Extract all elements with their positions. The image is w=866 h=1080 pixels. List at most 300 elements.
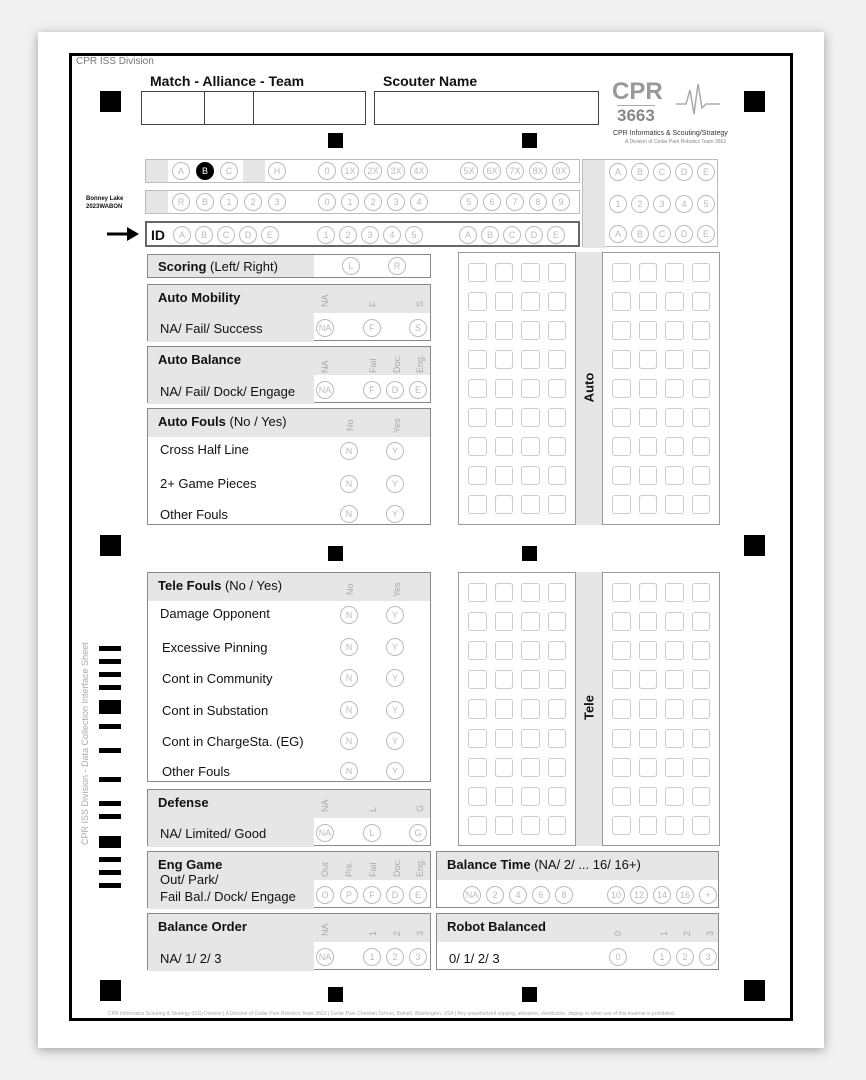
grid-cell[interactable] [612, 641, 631, 660]
bubble-mult[interactable]: 4X [410, 162, 428, 180]
col-label: NA [320, 799, 330, 812]
bubble-option[interactable]: 6 [532, 886, 550, 904]
bubble-rb[interactable]: 2 [244, 193, 262, 211]
bubble-option[interactable]: 0 [609, 948, 627, 966]
grid-cell[interactable] [665, 816, 684, 835]
grid-cell[interactable] [665, 758, 684, 777]
bubble-option[interactable]: NA [316, 381, 334, 399]
grid-cell[interactable] [639, 729, 658, 748]
grid-cell[interactable] [665, 321, 684, 340]
bubble-right[interactable]: E [697, 163, 715, 181]
bubble-right[interactable]: 5 [697, 195, 715, 213]
grid-cell[interactable] [665, 495, 684, 514]
grid-cell[interactable] [612, 758, 631, 777]
grid-cell[interactable] [692, 379, 711, 398]
grid-cell[interactable] [521, 787, 540, 806]
grid-cell[interactable] [665, 787, 684, 806]
grid-cell[interactable] [692, 466, 711, 485]
match-alliance-team-field[interactable] [141, 91, 366, 125]
grid-cell[interactable] [612, 321, 631, 340]
bubble-option[interactable]: G [409, 824, 427, 842]
grid-cell[interactable] [521, 321, 540, 340]
bubble-rb[interactable]: 3 [268, 193, 286, 211]
alignment-marker [100, 980, 121, 1001]
bubble-no[interactable]: N [340, 442, 358, 460]
foul-row-label: Other Fouls [160, 507, 228, 522]
bubble-right[interactable]: 1 [609, 195, 627, 213]
bubble-id[interactable]: E [547, 226, 565, 244]
bubble-id[interactable]: 5 [405, 226, 423, 244]
bubble-option[interactable]: NA [316, 319, 334, 337]
grid-cell[interactable] [548, 612, 567, 631]
auto-balance-row: NA/ Fail/ Dock/ Engage [160, 384, 296, 399]
grid-cell[interactable] [521, 350, 540, 369]
grid-cell[interactable] [495, 379, 514, 398]
grid-cell[interactable] [692, 263, 711, 282]
bubble-yes[interactable]: Y [386, 442, 404, 460]
grid-cell[interactable] [521, 816, 540, 835]
grid-cell[interactable] [521, 612, 540, 631]
bubble-no[interactable]: N [340, 638, 358, 656]
grid-cell[interactable] [495, 729, 514, 748]
bubble-mult[interactable]: 3X [387, 162, 405, 180]
grid-cell[interactable] [548, 699, 567, 718]
bubble-right[interactable]: B [631, 163, 649, 181]
bubble-id[interactable]: A [173, 226, 191, 244]
auto-mobility-title: Auto Mobility [158, 290, 241, 305]
grid-cell[interactable] [692, 787, 711, 806]
grid-cell[interactable] [521, 758, 540, 777]
bubble-id[interactable]: C [653, 225, 671, 243]
bubble-option[interactable]: NA [316, 824, 334, 842]
grid-cell[interactable] [639, 495, 658, 514]
bubble-alliance[interactable]: C [220, 162, 238, 180]
col-label: NA [320, 923, 330, 936]
grid-cell[interactable] [548, 758, 567, 777]
bubble-option[interactable]: 1 [653, 948, 671, 966]
bubble-option[interactable]: NA [463, 886, 481, 904]
grid-cell[interactable] [692, 612, 711, 631]
col-label: NA [320, 360, 330, 373]
grid-cell[interactable] [692, 729, 711, 748]
bubble-right[interactable]: 4 [675, 195, 693, 213]
grid-cell[interactable] [665, 729, 684, 748]
bubble-rb[interactable]: B [196, 193, 214, 211]
bubble-right[interactable]: 2 [631, 195, 649, 213]
grid-cell[interactable] [548, 670, 567, 689]
bubble-yes[interactable]: Y [386, 606, 404, 624]
grid-cell[interactable] [692, 758, 711, 777]
grid-cell[interactable] [692, 670, 711, 689]
grid-cell[interactable] [612, 699, 631, 718]
bubble-option[interactable]: 2 [676, 948, 694, 966]
bubble-option[interactable]: 2 [386, 948, 404, 966]
grid-cell[interactable] [468, 350, 487, 369]
col-label: No [345, 419, 355, 431]
alignment-marker [744, 535, 765, 556]
grid-cell[interactable] [665, 466, 684, 485]
grid-cell[interactable] [612, 437, 631, 456]
bubble-right[interactable]: D [675, 163, 693, 181]
bubble-mult[interactable]: 6X [483, 162, 501, 180]
bubble-option[interactable]: P [340, 886, 358, 904]
grid-cell[interactable] [521, 466, 540, 485]
grid-cell[interactable] [468, 816, 487, 835]
grid-cell[interactable] [692, 699, 711, 718]
bubble-yes[interactable]: Y [386, 475, 404, 493]
grid-cell[interactable] [495, 495, 514, 514]
grid-cell[interactable] [468, 466, 487, 485]
bubble-mult[interactable]: 1X [341, 162, 359, 180]
grid-cell[interactable] [612, 495, 631, 514]
bubble-no[interactable]: N [340, 475, 358, 493]
bubble-yes[interactable]: Y [386, 701, 404, 719]
bubble-id[interactable]: C [503, 226, 521, 244]
grid-cell[interactable] [639, 379, 658, 398]
grid-cell[interactable] [665, 612, 684, 631]
col-label: 1 [659, 930, 669, 936]
bubble-option[interactable]: F [363, 381, 381, 399]
grid-cell[interactable] [495, 758, 514, 777]
foul-row-label: Other Fouls [162, 764, 230, 779]
grid-cell[interactable] [639, 816, 658, 835]
bubble-num[interactable]: 5 [460, 193, 478, 211]
bubble-option[interactable]: E [409, 886, 427, 904]
bubble-num[interactable]: 7 [506, 193, 524, 211]
bubble-option[interactable]: 3 [409, 948, 427, 966]
grid-cell[interactable] [521, 583, 540, 602]
bubble-yes[interactable]: Y [386, 505, 404, 523]
bubble-option[interactable]: E [409, 381, 427, 399]
grid-cell[interactable] [468, 583, 487, 602]
grid-cell[interactable] [468, 495, 487, 514]
grid-cell[interactable] [521, 729, 540, 748]
grid-cell[interactable] [468, 437, 487, 456]
bubble-num[interactable]: 8 [529, 193, 547, 211]
grid-cell[interactable] [521, 292, 540, 311]
alignment-marker [522, 987, 537, 1002]
grid-cell[interactable] [665, 379, 684, 398]
foul-row-label: Cont in Community [162, 671, 273, 686]
grid-cell[interactable] [639, 263, 658, 282]
bubble-id[interactable]: D [675, 225, 693, 243]
grid-cell[interactable] [495, 699, 514, 718]
tele-grid-right[interactable] [602, 572, 720, 846]
grid-cell[interactable] [639, 408, 658, 427]
bubble-id[interactable]: D [525, 226, 543, 244]
grid-cell[interactable] [692, 495, 711, 514]
bubble-no[interactable]: N [340, 762, 358, 780]
grid-cell[interactable] [612, 670, 631, 689]
grid-cell[interactable] [665, 437, 684, 456]
grid-cell[interactable] [548, 787, 567, 806]
col-label: Out [320, 862, 330, 877]
bubble-option[interactable]: S [409, 319, 427, 337]
timing-mark [99, 870, 121, 875]
grid-cell[interactable] [639, 758, 658, 777]
bubble-num[interactable]: 2 [364, 193, 382, 211]
bubble-option[interactable]: 10 [607, 886, 625, 904]
tele-grid-left[interactable] [458, 572, 576, 846]
grid-cell[interactable] [521, 495, 540, 514]
bubble-option[interactable]: F [363, 886, 381, 904]
grid-cell[interactable] [521, 437, 540, 456]
grid-cell[interactable] [468, 321, 487, 340]
auto-fouls-section [147, 408, 431, 525]
grid-cell[interactable] [495, 466, 514, 485]
timing-mark [99, 685, 121, 690]
grid-cell[interactable] [468, 787, 487, 806]
grid-cell[interactable] [548, 350, 567, 369]
side-text: CPR ISS Division - Data Collection Interface Sheet [80, 642, 90, 845]
auto-grid-right[interactable] [602, 252, 720, 525]
bubble-mult[interactable]: 8X [529, 162, 547, 180]
bubble-mult[interactable]: 9X [552, 162, 570, 180]
grid-cell[interactable] [639, 321, 658, 340]
bubble-no[interactable]: N [340, 669, 358, 687]
grid-cell[interactable] [639, 350, 658, 369]
alignment-marker [100, 91, 121, 112]
bubble-yes[interactable]: Y [386, 732, 404, 750]
grid-cell[interactable] [665, 263, 684, 282]
bubble-scoring[interactable]: L [342, 257, 360, 275]
timing-mark [99, 748, 121, 753]
grid-cell[interactable] [468, 758, 487, 777]
grid-cell[interactable] [521, 670, 540, 689]
bubble-id[interactable]: E [261, 226, 279, 244]
grid-cell[interactable] [495, 641, 514, 660]
grid-cell[interactable] [548, 816, 567, 835]
grid-cell[interactable] [612, 408, 631, 427]
grid-cell[interactable] [639, 641, 658, 660]
grid-cell[interactable] [612, 466, 631, 485]
grid-cell[interactable] [495, 350, 514, 369]
col-label: Eng. [415, 354, 425, 373]
grid-cell[interactable] [665, 408, 684, 427]
grid-cell[interactable] [468, 641, 487, 660]
bubble-option[interactable]: 3 [699, 948, 717, 966]
grid-cell[interactable] [495, 787, 514, 806]
grid-cell[interactable] [548, 292, 567, 311]
grid-cell[interactable] [468, 263, 487, 282]
bubble-rb[interactable]: 1 [220, 193, 238, 211]
grid-cell[interactable] [665, 350, 684, 369]
grid-cell[interactable] [495, 612, 514, 631]
bubble-id[interactable]: C [217, 226, 235, 244]
grid-cell[interactable] [692, 292, 711, 311]
grid-cell[interactable] [468, 292, 487, 311]
grid-cell[interactable] [548, 263, 567, 282]
grid-cell[interactable] [521, 263, 540, 282]
grid-cell[interactable] [639, 292, 658, 311]
bubble-option[interactable]: O [316, 886, 334, 904]
grid-cell[interactable] [612, 612, 631, 631]
bubble-no[interactable]: N [340, 606, 358, 624]
grid-cell[interactable] [548, 466, 567, 485]
bubble-alliance-selected[interactable]: B [196, 162, 214, 180]
grid-cell[interactable] [548, 583, 567, 602]
grid-cell[interactable] [692, 816, 711, 835]
bubble-id[interactable]: 3 [361, 226, 379, 244]
grid-cell[interactable] [548, 321, 567, 340]
bubble-id[interactable]: B [195, 226, 213, 244]
bubble-option[interactable]: 12 [630, 886, 648, 904]
grid-cell[interactable] [548, 495, 567, 514]
grid-cell[interactable] [548, 408, 567, 427]
grid-cell[interactable] [612, 787, 631, 806]
grid-cell[interactable] [612, 816, 631, 835]
grid-cell[interactable] [692, 583, 711, 602]
bubble-alliance[interactable]: A [172, 162, 190, 180]
grid-cell[interactable] [612, 292, 631, 311]
bubble-id[interactable]: 4 [383, 226, 401, 244]
bubble-no[interactable]: N [340, 701, 358, 719]
grid-cell[interactable] [495, 583, 514, 602]
bubble-mult[interactable]: 7X [506, 162, 524, 180]
timing-mark [99, 857, 121, 862]
bubble-option[interactable]: 16 [676, 886, 694, 904]
grid-cell[interactable] [612, 350, 631, 369]
bubble-num[interactable]: 0 [318, 193, 336, 211]
grid-cell[interactable] [468, 670, 487, 689]
grid-cell[interactable] [665, 699, 684, 718]
grid-cell[interactable] [495, 408, 514, 427]
grid-cell[interactable] [548, 437, 567, 456]
grid-cell[interactable] [495, 321, 514, 340]
col-label: G [415, 804, 425, 812]
balance-time-section [436, 851, 719, 908]
grid-cell[interactable] [692, 350, 711, 369]
bubble-option[interactable]: 4 [509, 886, 527, 904]
bubble-option[interactable]: L [363, 824, 381, 842]
grid-cell[interactable] [639, 787, 658, 806]
bubble-right[interactable]: C [653, 163, 671, 181]
bubble-yes[interactable]: Y [386, 669, 404, 687]
grid-cell[interactable] [521, 699, 540, 718]
grid-cell[interactable] [548, 729, 567, 748]
bubble-mult[interactable]: 2X [364, 162, 382, 180]
grid-cell[interactable] [639, 583, 658, 602]
grid-cell[interactable] [521, 408, 540, 427]
timing-mark [99, 672, 121, 677]
bubble-num[interactable]: 4 [410, 193, 428, 211]
bubble-scoring[interactable]: R [388, 257, 406, 275]
grid-cell[interactable] [548, 379, 567, 398]
bubble-id[interactable]: 2 [339, 226, 357, 244]
bubble-id[interactable]: 1 [317, 226, 335, 244]
grid-cell[interactable] [548, 641, 567, 660]
bubble-id[interactable]: E [697, 225, 715, 243]
grid-cell[interactable] [495, 816, 514, 835]
bubble-h[interactable]: H [268, 162, 286, 180]
grid-cell[interactable] [468, 612, 487, 631]
bubble-option[interactable]: D [386, 381, 404, 399]
bubble-id[interactable]: A [459, 226, 477, 244]
grid-cell[interactable] [495, 292, 514, 311]
grid-cell[interactable] [665, 641, 684, 660]
grid-cell[interactable] [692, 321, 711, 340]
bubble-mult[interactable]: 0 [318, 162, 336, 180]
bubble-num[interactable]: 1 [341, 193, 359, 211]
bubble-option[interactable]: 8 [555, 886, 573, 904]
grid-cell[interactable] [639, 699, 658, 718]
grid-cell[interactable] [612, 379, 631, 398]
bubble-num[interactable]: 3 [387, 193, 405, 211]
grid-cell[interactable] [468, 729, 487, 748]
bubble-yes[interactable]: Y [386, 638, 404, 656]
grid-cell[interactable] [495, 437, 514, 456]
bubble-id[interactable]: B [481, 226, 499, 244]
auto-grid-left[interactable] [458, 252, 576, 525]
balance-order-title: Balance Order [158, 919, 247, 934]
grid-cell[interactable] [612, 263, 631, 282]
grid-cell[interactable] [612, 583, 631, 602]
grid-cell[interactable] [521, 641, 540, 660]
bubble-right[interactable]: A [609, 163, 627, 181]
grid-cell[interactable] [639, 612, 658, 631]
defense-title: Defense [158, 795, 209, 810]
grid-cell[interactable] [612, 729, 631, 748]
grid-cell[interactable] [495, 670, 514, 689]
auto-fouls-title: Auto Fouls [158, 414, 226, 429]
grid-cell[interactable] [468, 408, 487, 427]
bubble-no[interactable]: N [340, 505, 358, 523]
bubble-option[interactable]: 2 [486, 886, 504, 904]
bubble-option[interactable]: D [386, 886, 404, 904]
grid-cell[interactable] [665, 583, 684, 602]
timing-mark [99, 883, 121, 888]
scouter-name-field[interactable] [374, 91, 599, 125]
grid-cell[interactable] [521, 379, 540, 398]
grid-cell[interactable] [665, 670, 684, 689]
eng-game-row: Fail Bal./ Dock/ Engage [160, 889, 296, 904]
bubble-num[interactable]: 6 [483, 193, 501, 211]
bubble-yes[interactable]: Y [386, 762, 404, 780]
bubble-option[interactable]: 14 [653, 886, 671, 904]
bubble-num[interactable]: 9 [552, 193, 570, 211]
grid-cell[interactable] [639, 437, 658, 456]
balance-time-title: Balance Time [447, 857, 531, 872]
defense-section [147, 789, 431, 846]
bubble-option[interactable]: + [699, 886, 717, 904]
grid-cell[interactable] [639, 466, 658, 485]
grid-cell[interactable] [468, 699, 487, 718]
grid-cell[interactable] [468, 379, 487, 398]
timing-mark [99, 724, 121, 729]
bubble-mult[interactable]: 5X [460, 162, 478, 180]
grid-cell[interactable] [665, 292, 684, 311]
col-label: 0 [613, 930, 623, 936]
bubble-option[interactable]: F [363, 319, 381, 337]
bubble-id[interactable]: A [609, 225, 627, 243]
grid-cell[interactable] [639, 670, 658, 689]
grid-cell[interactable] [692, 408, 711, 427]
heartbeat-icon [676, 80, 720, 120]
auto-balance-section [147, 346, 431, 403]
bubble-id[interactable]: B [631, 225, 649, 243]
bubble-no[interactable]: N [340, 732, 358, 750]
bubble-option[interactable]: 1 [363, 948, 381, 966]
grid-cell[interactable] [692, 437, 711, 456]
grid-cell[interactable] [692, 641, 711, 660]
bubble-right[interactable]: 3 [653, 195, 671, 213]
balance-order-row: NA/ 1/ 2/ 3 [160, 951, 222, 966]
bubble-id[interactable]: D [239, 226, 257, 244]
bubble-rb[interactable]: R [172, 193, 190, 211]
grid-cell[interactable] [495, 263, 514, 282]
timing-mark [99, 814, 121, 819]
bubble-option[interactable]: NA [316, 948, 334, 966]
